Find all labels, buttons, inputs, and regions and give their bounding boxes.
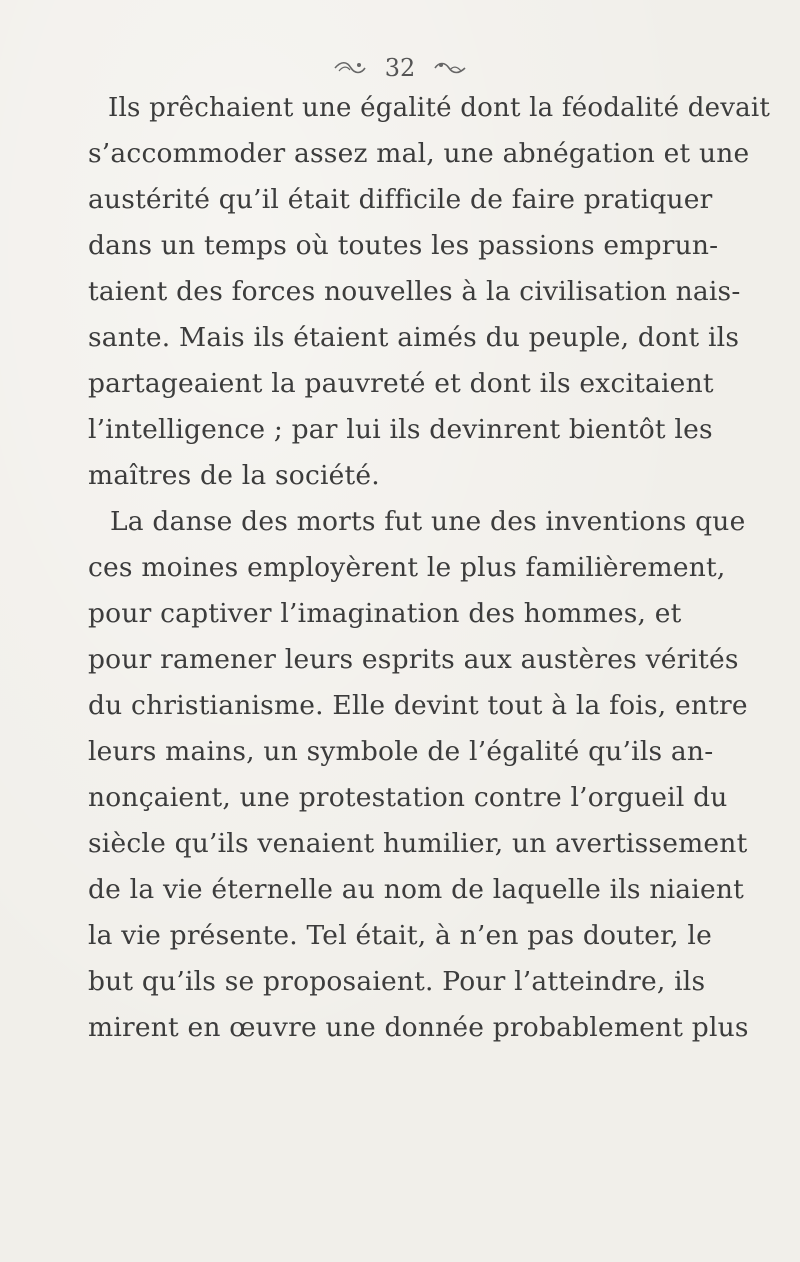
ornament-right-icon	[433, 59, 467, 77]
text-line: leurs mains, un symbole de l’égalité qu’ils an-	[88, 736, 714, 767]
text-line: du christianisme. Elle devint tout à la fois, entre	[88, 690, 748, 721]
text-line: s’accommoder assez mal, une abnégation et une	[88, 138, 750, 169]
text-line: la vie présente. Tel était, à n’en pas douter, le	[88, 920, 712, 951]
text-line: sante. Mais ils étaient aimés du peuple, dont ils	[88, 322, 740, 353]
text-line: nonçaient, une protestation contre l’orgueil du	[88, 782, 728, 813]
text-line: mirent en œuvre une donnée probablement plus	[88, 1012, 749, 1043]
text-line: siècle qu’ils venaient humilier, un avertissement	[88, 828, 748, 859]
text-line: de la vie éternelle au nom de laquelle ils niaient	[88, 874, 744, 905]
text-line: pour captiver l’imagination des hommes, et	[88, 598, 682, 629]
text-line: Ils prêchaient une égalité dont la féodalité devait	[108, 92, 771, 123]
text-line: ces moines employèrent le plus familièrement,	[88, 552, 726, 583]
text-line: l’intelligence ; par lui ils devinrent bientôt les	[88, 414, 713, 445]
text-line: austérité qu’il était difficile de faire pratiquer	[88, 184, 713, 215]
text-line: partageaient la pauvreté et dont ils excitaient	[88, 368, 714, 399]
page-number: 32	[384, 53, 416, 82]
text-line: maîtres de la société.	[88, 460, 380, 491]
text-line: dans un temps où toutes les passions emprun-	[88, 230, 719, 261]
ornament-left-icon	[333, 59, 367, 77]
text-line: La danse des morts fut une des inventions que	[110, 506, 746, 537]
page-header	[0, 52, 800, 82]
text-line: pour ramener leurs esprits aux austères vérités	[88, 644, 739, 675]
text-line: taient des forces nouvelles à la civilisation nais-	[88, 276, 741, 307]
text-line: but qu’ils se proposaient. Pour l’atteindre, ils	[88, 966, 706, 997]
